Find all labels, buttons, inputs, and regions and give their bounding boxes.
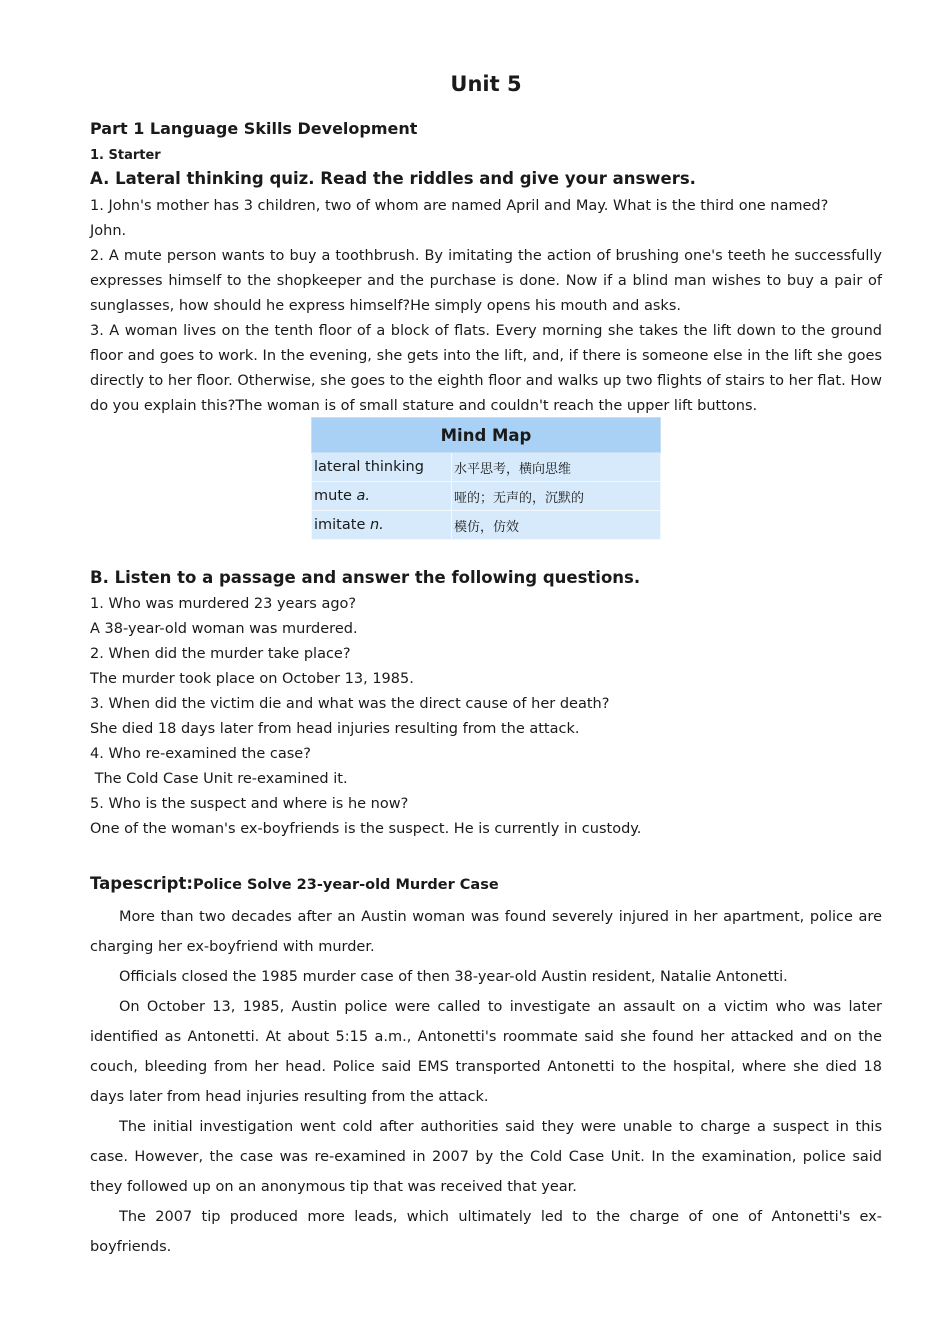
list-item: One of the woman's ex-boyfriends is the suspect. He is currently in custody. — [90, 821, 642, 837]
term-text: lateral thinking — [314, 459, 424, 475]
mind-map-table — [311, 417, 661, 540]
part-heading: Part 1 Language Skills Development — [90, 119, 418, 138]
tapescript-paragraph: More than two decades after an Austin woman was found severely injured in her apartment, police are charging her ex-boyfriend with murder. — [90, 909, 882, 955]
tapescript-heading — [90, 874, 499, 893]
tapescript-paragraph: On October 13, 1985, Austin police were called to investigate an assault on a victim who was later identified as Antonetti. At about 5:15 a.m., Antonetti's roommate said she found her attacked and on the couch, bleeding from her head. Police said EMS transported Antonetti to the hospital, where she died 18 days later from head injuries resulting from the attack. — [90, 999, 882, 1105]
list-item: 1. Who was murdered 23 years ago? — [90, 596, 357, 612]
table-row — [312, 511, 661, 540]
list-item: A 38-year-old woman was murdered. — [90, 621, 358, 637]
list-item: 4. Who re-examined the case? — [90, 746, 311, 762]
section-b-body — [90, 592, 882, 842]
tapescript-paragraph: The initial investigation went cold after authorities said they were unable to charge a suspect in this case. However, the case was re-examined in 2007 by the Cold Case Unit. In the examination, police said they followed up on an anonymous tip that was received that year. — [90, 1119, 882, 1195]
riddle-2 — [90, 244, 882, 319]
tapescript-paragraph: Officials closed the 1985 murder case of then 38-year-old Austin resident, Natalie Antonetti. — [119, 969, 788, 985]
list-item: 5. Who is the suspect and where is he now? — [90, 796, 409, 812]
term-text: imitate — [314, 517, 366, 533]
term-cell — [312, 511, 452, 540]
tapescript-label: Tapescript: — [90, 874, 193, 893]
tapescript-title: Police Solve 23-year-old Murder Case — [192, 877, 499, 893]
term-cell — [312, 482, 452, 511]
term-cell — [312, 453, 452, 482]
list-item: The murder took place on October 13, 1985. — [90, 671, 414, 687]
tapescript-body — [90, 902, 882, 1262]
meaning-cell: 水平思考，横向思维 — [452, 453, 661, 482]
riddle-2-question: 2. A mute person wants to buy a toothbrush. By imitating the action of brushing one's teeth he successfully expresses himself to the shopkeeper and the purchase is done. Now if a blind man wishes to buy a pair of sunglasses, how should he express himself? — [90, 248, 882, 314]
term-text: mute — [314, 488, 352, 504]
part-of-speech: a. — [356, 488, 371, 504]
list-item: She died 18 days later from head injuries resulting from the attack. — [90, 721, 580, 737]
riddle-2-answer: He simply opens his mouth and asks. — [410, 298, 681, 314]
list-item: 2. When did the murder take place? — [90, 646, 351, 662]
page-title: Unit 5 — [450, 72, 522, 96]
section-b-heading: B. Listen to a passage and answer the following questions. — [90, 568, 641, 587]
riddle-3-question: 3. A woman lives on the tenth floor of a block of flats. Every morning she takes the lift down to the ground floor and goes to work. In the evening, she gets into the lift, and, if there is someone else in the lift she goes directly to her floor. Otherwise, she goes to the eighth floor and walks up two flights of stairs to her flat. How do you explain this? — [90, 323, 882, 414]
meaning-cell: 哑的；无声的，沉默的 — [452, 482, 661, 511]
section-a-body — [90, 194, 882, 419]
part-of-speech: n. — [369, 517, 384, 533]
starter-heading: 1. Starter — [90, 148, 161, 163]
list-item: The Cold Case Unit re-examined it. — [90, 771, 348, 787]
mind-map-title: Mind Map — [312, 418, 661, 453]
list-item: 3. When did the victim die and what was the direct cause of her death? — [90, 696, 610, 712]
riddle-3-answer: The woman is of small stature and couldn't reach the upper lift buttons. — [235, 398, 758, 414]
meaning-cell: 模仿，仿效 — [452, 511, 661, 540]
section-a-heading: A. Lateral thinking quiz. Read the riddles and give your answers. — [90, 169, 696, 188]
riddle-1-answer: John. — [90, 223, 127, 239]
riddle-3 — [90, 319, 882, 419]
table-row — [312, 453, 661, 482]
tapescript-paragraph: The 2007 tip produced more leads, which ultimately led to the charge of one of Antonetti's ex-boyfriends. — [90, 1209, 882, 1255]
riddle-1-question: 1. John's mother has 3 children, two of whom are named April and May. What is the third one named? — [90, 198, 829, 214]
table-row — [312, 482, 661, 511]
